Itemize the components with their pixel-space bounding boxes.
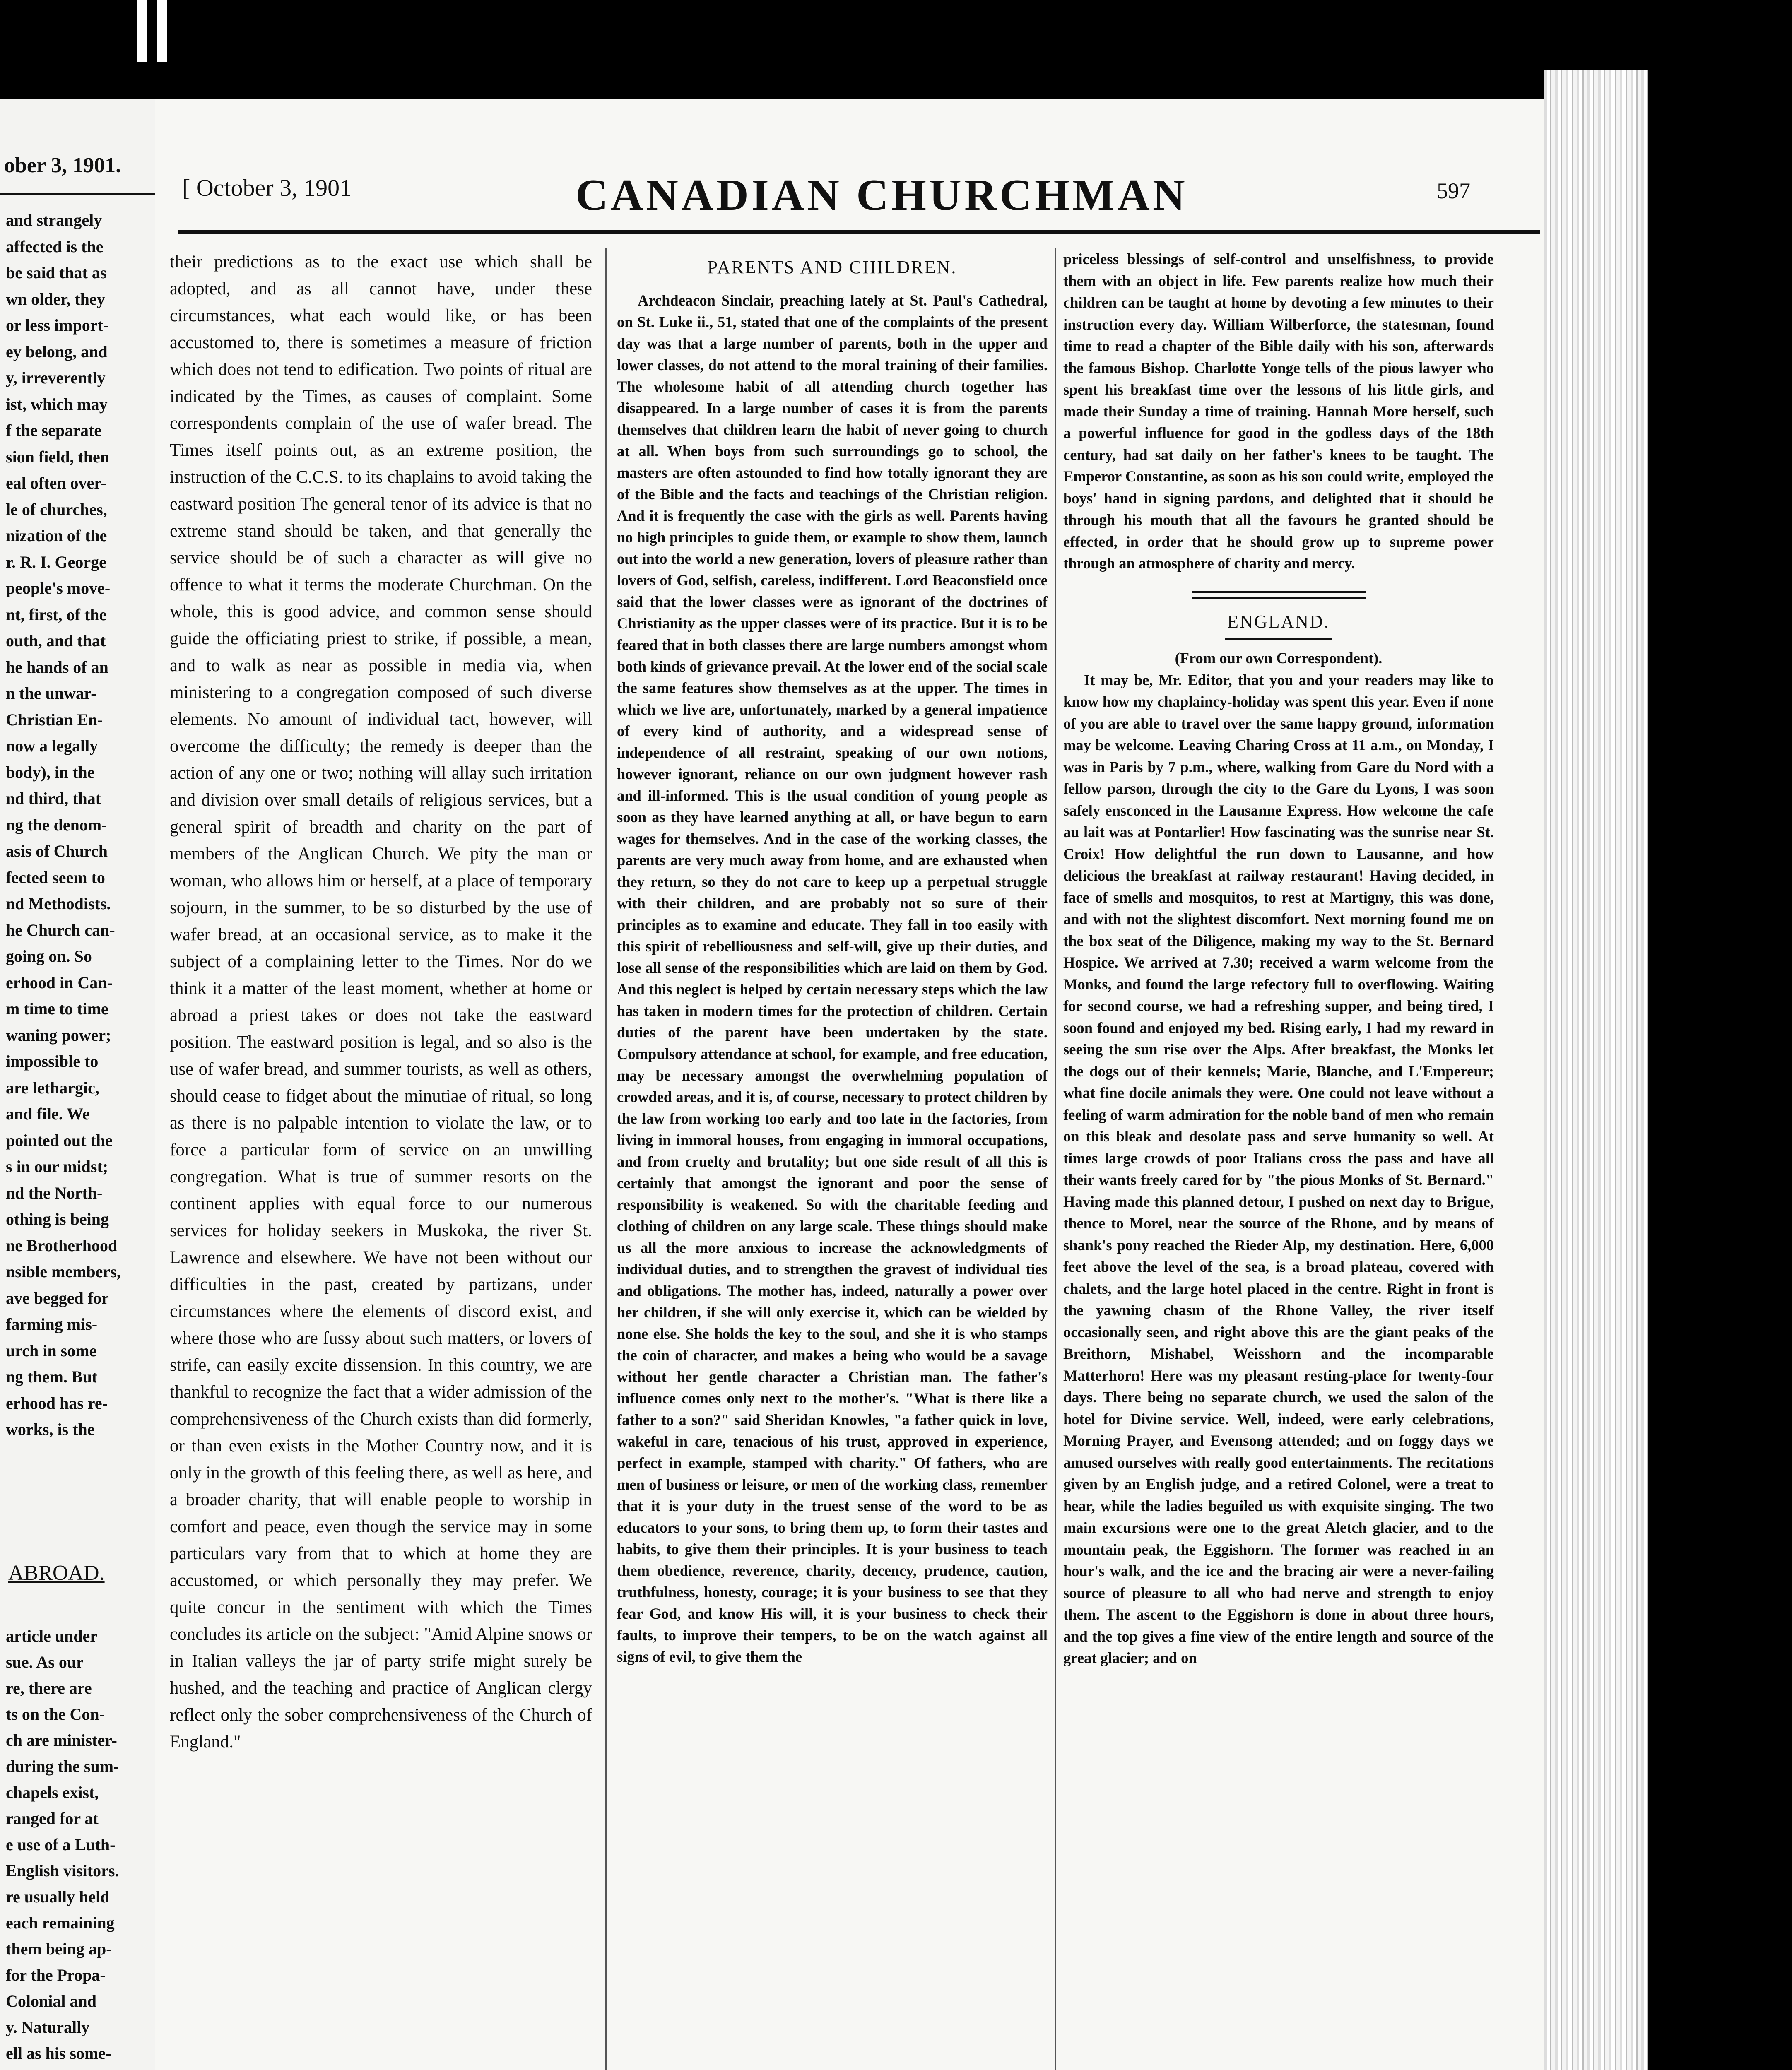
section-divider [1192,591,1366,599]
previous-page-line: people's move- [6,579,111,597]
article-column-1 [170,248,592,1755]
article-column-3 [1063,248,1494,1669]
previous-page-line: ng them. But [6,1367,98,1386]
previous-page-line: he hands of an [6,657,108,676]
previous-page-line: body), in the [6,763,95,782]
column-divider-1 [605,248,607,2070]
previous-page-column [6,207,155,1443]
previous-page-line: or less import- [6,316,109,335]
previous-page-line: e use of a Luth- [6,1835,116,1854]
previous-page-line: y, irreverently [6,368,106,387]
previous-page-line: and strangely [6,211,102,229]
previous-page-line: each remaining [6,1914,115,1932]
previous-page-line: ave begged for [6,1288,109,1307]
previous-page-line: asis of Church [6,842,108,860]
header-date: [ October 3, 1901 [182,174,352,201]
previous-page-line: y. Naturally [6,2018,90,2036]
previous-page-fragment [0,99,155,2070]
previous-page-line: works, is the [6,1420,95,1439]
previous-page-line: ts on the Con- [6,1705,105,1723]
previous-page-line: affected is the [6,237,104,256]
england-letter-text: It may be, Mr. Editor, that you and your readers may like to know how my chaplaincy-holiday was spent this year. Even if none of you are able to travel over the same happy ground, information may be welcome. Leaving Charing Cross at 11 a.m., on Monday, I was in Paris by 7 p.m., where, walking from Gare du Nord with a fellow parson, through the city to the Gare du Lyons, I was soon safely ensconced in the Lausanne Express. How welcome the cafe au lait was at Pontarlier! How fascinating was the sunrise near St. Croix! How delightful the run down to Lausanne, and how delicious the breakfast at railway restaurant! Having decided, in face of smells and mosquitos, to rest at Martigny, this was done, and with not the slightest discomfort. Next morning found me on the box seat of the Diligence, making my way to the St. Bernard Hospice. We arrived at 7.30; received a warm welcome from the Monks, and found the large refectory full to overflowing. Waiting for second course, we had a refreshing supper, and being tired, I soon found and enjoyed my bed. Rising early, I had my reward in seeing the sun rise over the Alps. After breakfast, the Monks let the dogs out of their kennels; Marie, Blanche, and L'Empereur; what fine docile animals they were. One could not leave without a feeling of warm admiration for the noble band of men who remain on this bleak and desolate pass and serve humanity so well. At times large crowds of poor Italians cross the pass and have all their wants freely cared for by "the pious Monks of St. Bernard." Having made this planned detour, I pushed on next day to Brigue, thence to Morel, near the source of the Rhone, and by means of shank's pony reached the Rieder Alp, my destination. Here, 6,000 feet above the level of the sea, is a broad plateau, covered with chalets, and the large hotel placed in the centre. Right in front is the yawning chasm of the Rhone Valley, the river itself occasionally seen, and right above this are the giant peaks of the Breithorn, Mishabel, Weisshorn and the incomparable Matterhorn! Here was my pleasant resting-place for twenty-four days. There being no separate church, we used the salon of the hotel for Divine service. Well, indeed, were early celebrations, Morning Prayer, and Evensong attended; and on foggy days we amused ourselves with really good entertainments. The recitations given by an English judge, and a retired Colonel, were a treat to hear, while the ladies beguiled us with exquisite singing. The two main excursions were one to the great Aletch glacier, and to the mountain peak, the Eggishorn. The former was reached in an hour's walk, and the ice and the bracing air were a never-failing source of pleasure to all who had nerve and strength to enjoy them. The ascent to the Eggishorn is done in about three hours, and the top gives a fine view of the entire length and source of the great glacier; and on [1063,671,1494,1666]
page-number: 597 [1437,178,1470,203]
previous-page-line: sue. As our [6,1653,84,1671]
previous-page-line: n the unwar- [6,684,96,703]
previous-page-line: Colonial and [6,1992,96,2010]
previous-page-line: are lethargic, [6,1078,99,1097]
scan-bar-top-1 [137,0,147,62]
header-rule [178,230,1540,234]
previous-page-line: ist, which may [6,395,108,414]
church-abroad-article-continuation: their predictions as to the exact use which shall be adopted, and as all cannot have, under these circumstances, what each would like, or has been accustomed to, there is sometimes a measure of friction which does not tend to edification. Two points of ritual are indicated by the Times, as causes of complaint. Some correspondents complain of the use of wafer bread. The Times itself points out, as an extreme position, the instruction of the C.C.S. to its chaplains to avoid taking the eastward position The general tenor of its advice is that no extreme stand should be taken, and that generally the service should be of such a character as will give no offence to what it terms the moderate Churchman. On the whole, this is good advice, and common sense should guide the officiating priest to strike, if possible, a mean, and to walk as near as possible in media via, when ministering to a congregation composed of such diverse elements. No amount of individual tact, however, will overcome the difficulty; the remedy is deeper than the action of any one or two; nothing will allay such irritation and division over small details of religious services, but a general spirit of breadth and charity on the part of members of the Anglican Church. We pity the man or woman, who allows him or herself, at a place of temporary sojourn, in the summer, to be so disturbed by the use of wafer bread, at an occasional service, as to make it the subject of a complaining letter to the Times. Nor do we think it a matter of the least moment, whether at home or abroad a priest takes or does not take the eastward position. The eastward position is legal, and so also is the use of wafer bread, and summer tourists, as well as others, should cease to fidget about the minutiae of ritual, so long as there is no palpable intention to violate the law, or to force a particular form of service on an unwilling congregation. What is true of summer resorts on the continent applies with equal force to our numerous services for holiday seekers in Muskoka, the river St. Lawrence and elsewhere. We have not been without our difficulties in the past, created by partizans, under circumstances where the elements of discord exist, and where those who are fussy about such matters, or lovers of strife, can easily excite dissension. In this country, we are thankful to recognize the fact that a wider admission of the comprehensiveness of the Church exists than did formerly, or than even exists in the Mother Country now, and it is only in the growth of this feeling there, as well as here, and a broader charity, that will enable people to worship in comfort and peace, even though the service may in some particulars vary from that to which at home they are accustomed, or which personally they may prefer. We quite concur in the sentiment with which the Times concludes its article on the subject: "Amid Alpine snows or in Italian valleys the jar of party strife might surely be hushed, and the teaching and practice of Anglican clergy reflect only the sober comprehensiveness of the Church of England." [170,252,592,1752]
england-heading: ENGLAND. [1227,611,1330,632]
previous-page-line: ng the denom- [6,815,107,834]
previous-page-line: eal often over- [6,474,106,492]
previous-page-line: wn older, they [6,289,105,308]
previous-page-line: impossible to [6,1052,99,1071]
previous-page-line: be said that as [6,263,107,282]
previous-page-line: fected seem to [6,868,105,887]
previous-page-line [6,2066,155,2070]
previous-page-line: ch are minister- [6,1731,117,1750]
scan-bar-top-2 [157,0,167,62]
parents-children-heading: PARENTS AND CHILDREN. [707,257,957,277]
previous-page-line: for the Propa- [6,1966,106,1984]
previous-page-line: ell as his some- [6,2044,111,2063]
column-divider-2 [1055,248,1056,2070]
previous-page-line: nization of the [6,526,107,545]
previous-page-line: f the separate [6,421,102,440]
previous-page-line: chapels exist, [6,1783,99,1802]
parents-children-continuation: priceless blessings of self-control and unselfishness, to provide them with an object in life. Few parents realize how much their children can be taught at home by devoting a few minutes to their instruction every day. William Wilberforce, the statesman, found time to read a chapter of the Bible daily with his son, afterwards the famous Bishop. Charlotte Yonge tells of the pious lawyer who spent his breakfast time over the lessons of his little girls, and made their Sunday a time of training. Hannah More herself, such a powerful influence for good in the godless days of the 18th century, had sat daily on her father's knees to be taught. The Emperor Constantine, as soon as his son could write, employed the boys' hand in signing pardons, and delighted that it should be through his mouth that all the favours he granted should be effected, in order that he should grow up to supreme power through an atmosphere of charity and mercy. [1063,250,1494,572]
article-column-2 [617,257,1048,1668]
previous-page-line: nsible members, [6,1262,121,1281]
previous-page-line: s in our midst; [6,1157,108,1176]
previous-page-line: re usually held [6,1887,110,1906]
previous-page-line: erhood has re- [6,1394,108,1413]
previous-page-line: now a legally [6,737,98,755]
previous-page-line: nd the North- [6,1183,103,1202]
previous-page-line: m time to time [6,999,108,1018]
previous-page-header-rule [0,193,155,195]
previous-page-line: he Church can- [6,920,115,939]
previous-page-line: Christian En- [6,710,103,729]
previous-page-line: farming mis- [6,1315,98,1333]
previous-page-section-heading: ABROAD. [8,1561,105,1585]
previous-page-line: article under [6,1627,98,1645]
previous-page-line: othing is being [6,1210,109,1228]
previous-page-line: nt, first, of the [6,605,107,624]
england-heading-rule [1225,638,1332,640]
correspondent-byline: (From our own Correspondent). [1175,650,1383,667]
previous-page-line: sion field, then [6,447,110,466]
previous-page-header-date: ober 3, 1901. [4,154,121,177]
previous-page-line: nd third, that [6,789,101,808]
previous-page-line: waning power; [6,1025,111,1045]
previous-page-line: le of churches, [6,500,107,519]
previous-page-column-2 [6,1623,155,2070]
book-page-edges [1544,70,1648,2070]
previous-page-line: nd Methodists. [6,894,111,913]
previous-page-line: ranged for at [6,1809,99,1828]
previous-page-line: outh, and that [6,631,106,650]
previous-page-line: ne Brotherhood [6,1236,118,1255]
previous-page-line: pointed out the [6,1131,113,1150]
previous-page-line: ey belong, and [6,342,108,361]
previous-page-line: erhood in Can- [6,973,113,992]
previous-page-line: r. R. I. George [6,552,106,571]
previous-page-line: during the sum- [6,1757,119,1776]
masthead-title: CANADIAN CHURCHMAN [576,171,1188,220]
previous-page-line: going on. So [6,947,92,965]
previous-page-line: them being ap- [6,1940,112,1958]
previous-page-line: re, there are [6,1679,92,1697]
previous-page-line: English visitors. [6,1861,119,1880]
parents-children-text: Archdeacon Sinclair, preaching lately at St. Paul's Cathedral, on St. Luke ii., 51, stated that one of the complaints of the present day was that a large number of parents, both in the upper and lower classes, do not attend to the moral training of their families. The wholesome habit of all attending church together has disappeared. In a large number of cases it is from the parents themselves that children learn the habit of never going to church at all. When boys from such surroundings go to school, the masters are often astounded to find how totally ignorant they are of the Bible and the facts and teachings of the Christian religion. And it is frequently the case with the girls as well. Parents having no high principles to guide them, or example to show them, launch out into the world a new generation, lovers of pleasure rather than lovers of God, selfish, careless, indifferent. Lord Beaconsfield once said that the lower classes were as ignorant of the doctrines of Christianity as the upper classes were of its practice. But it is to be feared that in both classes there are large numbers amongst whom both kinds of grievance prevail. At the lower end of the social scale the same features show themselves as at the upper. The times in which we live are, unfortunately, marked by a general impatience of every kind of authority, and a widespread sense of independence of all restraint, speaking of our own notions, however ignorant, reliance on our own judgment however rash and ill-informed. This is the usual condition of young people as soon as they have learned anything at all, or have begun to earn wages for themselves. And in the case of the working classes, the parents are very much away from home, and are exhausted when they return, so they do not care to keep up a perpetual struggle with their children, and are probably not so sure of their principles as to examine and educate. They fall in too easily with this spirit of rebelliousness and self-will, give up their duties, and lose all sense of the responsibilities which are laid on them by God. And this neglect is helped by certain necessary steps which the law has taken in modern times for the protection of children. Certain duties of the parent have been undertaken by the state. Compulsory attendance at school, for example, and free education, may be necessary amongst the overwhelming population of crowded areas, and it is, of course, necessary to protect children by the law from working too early and too late in the factories, from living in immoral houses, from engaging in immoral occupations, and from cruelty and brutality; but one side result of all this is certainly that amongst the ignorant and poor the sense of responsibility is weakened. So with the charitable feeding and clothing of children on any large scale. These things should make us all the more anxious to increase the acknowledgments of individual duties, and to strengthen the gravest of individual ties and obligations. The mother has, indeed, naturally a power over her children, if she will only exercise it, which can be wielded by none else. She holds the key to the soul, and she it is who stamps the coin of character, and makes a being who would be a savage without her gentle character a Christian man. The father's influence comes only next to the mother's. "What is there like a father to a son?" said Sheridan Knowles, "a father quick in love, wakeful in care, tenacious of his trust, approved in experience, perfect in example, stamped with charity." Of fathers, who are men of business or leisure, or men of the working class, remember that it is your duty in the truest sense of the word to be as educators to your sons, to bring them up, to form their tastes and habits, to give them their principles. It is your business to teach them obedience, reverence, charity, decency, prudence, caution, truthfulness, honesty, courage; it is your business to see that they fear God, and know His will, it is your business to check their faults, to improve their tempers, to be on the watch against all signs of evil, to give them the [617,292,1048,1665]
previous-page-line: and file. We [6,1105,90,1123]
previous-page-line: urch in some [6,1341,97,1360]
